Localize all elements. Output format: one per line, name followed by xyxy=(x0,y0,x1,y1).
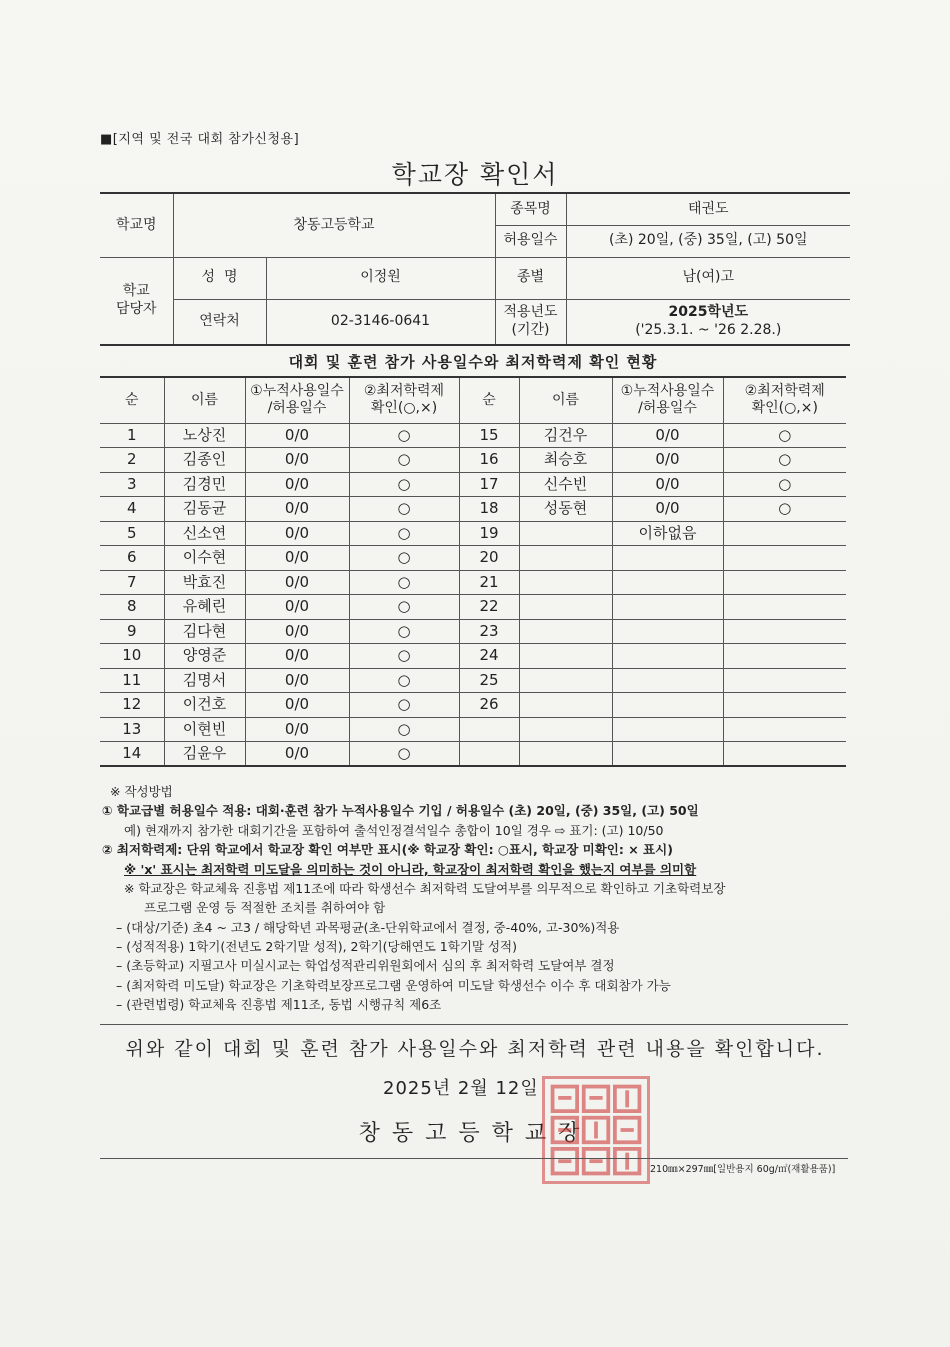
roster-cell-name: 김종인 xyxy=(164,448,245,473)
roster-cell-days xyxy=(612,570,723,595)
roster-cell-no: 18 xyxy=(459,497,519,522)
roster-cell-name: 이현빈 xyxy=(164,717,245,742)
table-row xyxy=(100,717,846,742)
roster-cell-check xyxy=(723,619,846,644)
note-2-b-cont: 프로그램 운영 등 적절한 조치를 취하여야 함 xyxy=(144,900,386,916)
school-name: 창동고등학교 xyxy=(173,193,495,257)
roster-cell-no: 24 xyxy=(459,644,519,669)
notes-heading: ※ 작성방법 xyxy=(110,784,173,799)
roster-cell-check xyxy=(723,644,846,669)
roster-cell-days: 0/0 xyxy=(245,521,349,546)
year-value: 2025학년도 xyxy=(668,304,749,321)
signer-name: 창동고등학교장 xyxy=(358,1121,592,1146)
table-row xyxy=(100,595,846,620)
table-row xyxy=(100,423,846,448)
roster-cell-name xyxy=(519,546,612,571)
sport-label: 종목명 xyxy=(495,193,566,225)
roster-cell-name: 김다현 xyxy=(164,619,245,644)
roster-cell-check xyxy=(723,595,846,620)
note-1: ① 학교급별 허용일수 적용: 대회·훈련 참가 누적사용일수 기입 / 허용일수 (초) 20일, (중) 35일, (고) 50일 xyxy=(102,803,699,819)
roster-cell-days xyxy=(612,546,723,571)
roster-cell-name: 신소연 xyxy=(164,521,245,546)
roster-cell-no: 3 xyxy=(100,472,164,497)
roster-cell-no: 9 xyxy=(100,619,164,644)
roster-cell-check: ○ xyxy=(349,570,459,595)
roster-cell-days: 0/0 xyxy=(245,595,349,620)
table-row xyxy=(100,497,846,522)
roster-cell-name: 최승호 xyxy=(519,448,612,473)
confirm-statement: 위와 같이 대회 및 훈련 참가 사용일수와 최저학력 관련 내용을 확인합니다. xyxy=(125,1038,825,1060)
roster-cell-name xyxy=(519,595,612,620)
roster-cell-check xyxy=(723,693,846,718)
header-check: ②최저학력제 확인(○,×) xyxy=(723,377,846,423)
roster-cell-no xyxy=(459,717,519,742)
roster-cell-name xyxy=(519,619,612,644)
roster-cell-days: 0/0 xyxy=(245,644,349,669)
roster-cell-check: ○ xyxy=(349,521,459,546)
roster-cell-days: 0/0 xyxy=(245,423,349,448)
roster-cell-days: 0/0 xyxy=(245,717,349,742)
roster-cell-check: ○ xyxy=(349,619,459,644)
roster-cell-no: 19 xyxy=(459,521,519,546)
roster-cell-no: 22 xyxy=(459,595,519,620)
roster-cell-name: 김동균 xyxy=(164,497,245,522)
roster-cell-days: 0/0 xyxy=(245,570,349,595)
table-row xyxy=(100,693,846,718)
manager-label: 학교 담당자 xyxy=(100,257,173,345)
header-days: ①누적사용일수 /허용일수 xyxy=(612,377,723,423)
school-seal-stamp xyxy=(542,1076,650,1184)
roster-cell-no: 16 xyxy=(459,448,519,473)
sport: 태권도 xyxy=(566,193,850,225)
roster-cell-no: 7 xyxy=(100,570,164,595)
roster-cell-name: 김명서 xyxy=(164,668,245,693)
roster-cell-no: 15 xyxy=(459,423,519,448)
roster-cell-no: 5 xyxy=(100,521,164,546)
bottom-divider xyxy=(100,1158,848,1159)
roster-cell-check: ○ xyxy=(349,546,459,571)
roster-cell-name: 이건호 xyxy=(164,693,245,718)
roster-cell-name xyxy=(519,693,612,718)
roster-cell-no: 11 xyxy=(100,668,164,693)
roster-cell-no: 2 xyxy=(100,448,164,473)
roster-cell-check: ○ xyxy=(723,472,846,497)
period-value: ('25.3.1. ~ '26 2.28.) xyxy=(635,321,782,338)
roster-cell-days xyxy=(612,693,723,718)
contact-label: 연락처 xyxy=(173,299,266,345)
roster-cell-name: 김건우 xyxy=(519,423,612,448)
roster-cell-no: 13 xyxy=(100,717,164,742)
note-detail-3: – (초등학교) 지필고사 미실시교는 학업성적관리위원회에서 심의 후 최저학력 도달여부 결정 xyxy=(116,958,615,974)
note-2: ② 최저학력제: 단위 학교에서 학교장 확인 여부만 표시(※ 학교장 확인: ○표시, 학교장 미확인: × 표시) xyxy=(102,842,673,858)
roster-cell-days: 0/0 xyxy=(245,497,349,522)
roster-cell-check: ○ xyxy=(349,693,459,718)
roster-cell-name xyxy=(519,570,612,595)
table-row xyxy=(100,644,846,669)
roster-cell-check: ○ xyxy=(723,423,846,448)
type-label: 종별 xyxy=(495,257,566,299)
note-detail-4: – (최저학력 미도달) 학교장은 기초학력보장프로그램 운영하여 미도달 학생선수 이수 후 대회참가 가능 xyxy=(116,977,671,993)
roster-cell-days xyxy=(612,717,723,742)
roster-cell-days: 0/0 xyxy=(245,693,349,718)
roster-cell-check: ○ xyxy=(349,423,459,448)
table-row xyxy=(100,521,846,546)
table-row xyxy=(100,668,846,693)
roster-cell-check xyxy=(723,546,846,571)
header-name: 이름 xyxy=(519,377,612,423)
roster-cell-days: 0/0 xyxy=(245,742,349,767)
roster-cell-days xyxy=(612,619,723,644)
roster-cell-check: ○ xyxy=(349,644,459,669)
roster-cell-check: ○ xyxy=(349,497,459,522)
type-value: 남(여)고 xyxy=(566,257,850,299)
roster-cell-no: 23 xyxy=(459,619,519,644)
roster-cell-no: 17 xyxy=(459,472,519,497)
roster-cell-days: 0/0 xyxy=(245,448,349,473)
roster-cell-name xyxy=(519,742,612,767)
roster-cell-name xyxy=(519,668,612,693)
divider xyxy=(100,1024,848,1025)
roster-cell-name: 성동현 xyxy=(519,497,612,522)
roster-cell-check xyxy=(723,717,846,742)
roster-cell-no: 20 xyxy=(459,546,519,571)
header-days: ①누적사용일수 /허용일수 xyxy=(245,377,349,423)
roster-cell-name: 이수현 xyxy=(164,546,245,571)
info-table xyxy=(100,192,850,346)
roster-cell-days: 0/0 xyxy=(245,668,349,693)
form-type-label: ■[지역 및 전국 대회 참가신청용] xyxy=(100,132,300,147)
header-no: 순 xyxy=(459,377,519,423)
roster-cell-check xyxy=(723,668,846,693)
roster-cell-days: 0/0 xyxy=(612,472,723,497)
roster-cell-check xyxy=(723,521,846,546)
year-cell xyxy=(566,299,850,345)
roster-cell-name xyxy=(519,717,612,742)
roster-cell-name: 신수빈 xyxy=(519,472,612,497)
roster-cell-days: 0/0 xyxy=(612,497,723,522)
allowed-days: (초) 20일, (중) 35일, (고) 50일 xyxy=(566,225,850,257)
table-row xyxy=(100,472,846,497)
roster-cell-check xyxy=(723,570,846,595)
roster-cell-check: ○ xyxy=(723,497,846,522)
note-detail-5: – (관련법령) 학교체육 진흥법 제11조, 동법 시행규칙 제6조 xyxy=(116,997,442,1013)
roster-cell-check: ○ xyxy=(723,448,846,473)
roster-cell-name: 유혜린 xyxy=(164,595,245,620)
roster-cell-days: 0/0 xyxy=(612,448,723,473)
roster-cell-name: 노상진 xyxy=(164,423,245,448)
roster-cell-check: ○ xyxy=(349,668,459,693)
manager-name: 이정원 xyxy=(266,257,495,299)
roster-cell-no: 8 xyxy=(100,595,164,620)
roster-cell-days xyxy=(612,644,723,669)
roster-cell-name xyxy=(519,521,612,546)
year-label: 적용년도 (기간) xyxy=(495,299,566,345)
roster-cell-check: ○ xyxy=(349,742,459,767)
table-row xyxy=(100,619,846,644)
allowed-days-label: 허용일수 xyxy=(495,225,566,257)
roster-cell-no: 12 xyxy=(100,693,164,718)
roster-cell-no: 10 xyxy=(100,644,164,669)
note-detail-1: – (대상/기준) 초4 ~ 고3 / 해당학년 과목평균(초-단위학교에서 결정, 중-40%, 고-30%)적용 xyxy=(116,919,620,935)
document-title: 학교장 확인서 xyxy=(391,160,559,189)
note-1-example: 예) 현재까지 참가한 대회기간을 포함하여 출석인정결석일수 총합이 10일 경우 ⇨ 표기: (고) 10/50 xyxy=(124,822,664,838)
roster-cell-no: 1 xyxy=(100,423,164,448)
roster-cell-name: 박효진 xyxy=(164,570,245,595)
roster-cell-check: ○ xyxy=(349,448,459,473)
roster-cell-days: 0/0 xyxy=(612,423,723,448)
roster-table xyxy=(100,376,846,767)
table-row xyxy=(100,570,846,595)
roster-cell-no: 14 xyxy=(100,742,164,767)
roster-cell-days: 0/0 xyxy=(245,619,349,644)
roster-cell-days xyxy=(612,595,723,620)
roster-cell-days xyxy=(612,742,723,767)
roster-cell-no: 25 xyxy=(459,668,519,693)
roster-cell-no: 6 xyxy=(100,546,164,571)
roster-cell-check: ○ xyxy=(349,717,459,742)
header-name: 이름 xyxy=(164,377,245,423)
roster-cell-name: 김윤우 xyxy=(164,742,245,767)
header-no: 순 xyxy=(100,377,164,423)
seal-icon xyxy=(545,1079,647,1181)
contact-value: 02-3146-0641 xyxy=(266,299,495,345)
roster-cell-check: ○ xyxy=(349,595,459,620)
notes-section xyxy=(102,782,862,1015)
roster-cell-name xyxy=(519,644,612,669)
roster-cell-no xyxy=(459,742,519,767)
roster-cell-name: 김경민 xyxy=(164,472,245,497)
roster-cell-check xyxy=(723,742,846,767)
status-title: 대회 및 훈련 참가 사용일수와 최저학력제 확인 현황 xyxy=(288,353,658,371)
note-2-b: ※ 학교장은 학교체육 진흥법 제11조에 따라 학생선수 최저학력 도달여부를 의무적으로 확인하고 기초학력보장 xyxy=(124,880,726,896)
table-row xyxy=(100,546,846,571)
roster-cell-no: 26 xyxy=(459,693,519,718)
roster-cell-days: 이하없음 xyxy=(612,521,723,546)
issue-date: 2025년 2월 12일 xyxy=(383,1078,539,1099)
roster-header-row xyxy=(100,377,846,423)
school-name-label: 학교명 xyxy=(100,193,173,257)
roster-cell-no: 4 xyxy=(100,497,164,522)
note-detail-2: – (성적적용) 1학기(전년도 2학기말 성적), 2학기(당해연도 1학기말 성적) xyxy=(116,939,517,954)
roster-cell-check: ○ xyxy=(349,472,459,497)
header-check: ②최저학력제 확인(○,×) xyxy=(349,377,459,423)
roster-cell-days: 0/0 xyxy=(245,546,349,571)
roster-cell-no: 21 xyxy=(459,570,519,595)
roster-cell-days xyxy=(612,668,723,693)
paper-spec: 210㎜×297㎜[일반용지 60g/㎡(재활용품)] xyxy=(650,1164,836,1175)
table-row xyxy=(100,742,846,767)
name-label: 성 명 xyxy=(173,257,266,299)
table-row xyxy=(100,448,846,473)
roster-cell-name: 양영준 xyxy=(164,644,245,669)
roster-cell-days: 0/0 xyxy=(245,472,349,497)
note-2-a: ※ 'x' 표시는 최저학력 미도달을 의미하는 것이 아니라, 학교장이 최저학력 확인을 했는지 여부를 의미함 xyxy=(124,861,697,877)
